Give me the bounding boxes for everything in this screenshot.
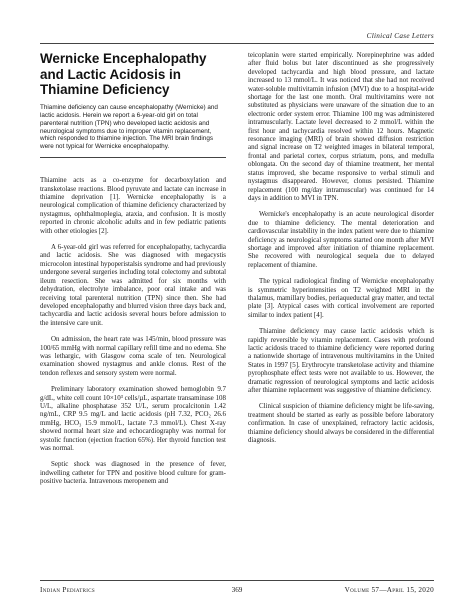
abstract-rule bbox=[40, 157, 226, 158]
abstract: Thiamine deficiency can cause encephalopathy (Wernicke) and lactic acidosis. Herein we report a 6-year-old girl on total parenteral nutrition (TPN) who developed lactic acidosis and neurological symptoms due to improper vitamin replacement, which responded to thiamine injection. The MRI brain findings were not typical for Wernicke encephalopathy. bbox=[40, 103, 218, 151]
right-column bbox=[248, 51, 434, 452]
body-paragraph: Preliminary laboratory examination showed hemoglobin 9.7 g/dL, white cell count 10×10³ cells/µL, aspartate transaminase 108 U/L, alkaline phosphatase 352 U/L, serum procalcitonin 1.42 ng/mL, CRP 9.5 mg/L and lactic acidosis (pH 7.32, PCO₂ 26.6 mmHg, HCO₃ 15.9 mmol/L, lactate 7.3 mmol/L). Chest X-ray showed normal heart size and echocardiography was normal for systolic function (ejection fraction 65%). Her thyroid function test was normal. bbox=[40, 385, 226, 452]
page-footer bbox=[40, 586, 434, 596]
body-paragraph: Septic shock was diagnosed in the presence of fever, indwelling catheter for TPN and positive blood culture for gram-positive bacteria. Intravenous meropenem and bbox=[40, 460, 226, 486]
body-paragraph: Clinical suspicion of thiamine deficiency might be life-saving, treatment should be started as early as possible before laboratory confirmation. In case of unexplained, refractory lactic acidosis, thiamine deficiency should always be considered in the differential diagnosis. bbox=[248, 402, 434, 445]
journal-name: Indian Pediatrics bbox=[40, 586, 95, 594]
page-number: 369 bbox=[231, 586, 243, 594]
body-paragraph: Wernicke's encephalopathy is an acute neurological disorder due to thiamine deficiency. The mental deterioration and cardiovascular instability in the index patient were due to thiamine deficiency as neurological symptoms started one month after MVI shortage and improved after initiation of thiamine replacement. She recovered with neurological sequela due to delayed replacement of thiamine. bbox=[248, 210, 434, 269]
section-running-head: Clinical Case Letters bbox=[366, 32, 434, 40]
body-paragraph: Thiamine deficiency may cause lactic acidosis which is rapidly reversible by vitamin replacement. Cases with profound lactic acidosis traced to thiamine deficiency were reported during a nationwide shortage of intravenous multivitamins in the United States in 1997 [5]. Erythrocyte transketolase activity and thiamine pyrophosphate effect tests were not available to us. However, the dramatic regression of neurological symptoms and lactic acidosis after thiamine replacement was suggestive of thiamine deficiency. bbox=[248, 327, 434, 395]
body-paragraph: Thiamine acts as a co-enzyme for decarboxylation and transketolase reactions. Blood pyruvate and lactate can increase in thiamine deprivation [1]. Wernicke encephalopathy is a neurological complication of thiamine deficiency characterized by nystagmus, ophthalmoplegia, ataxia, and confusion. It is mostly reported in chronic alcoholic adults and in few pediatric patients with other etiologies [2]. bbox=[40, 176, 226, 235]
body-paragraph: On admission, the heart rate was 145/min, blood pressure was 100/65 mmHg with normal capillary refill time and no edema. She was lethargic, with Glasgow coma scale of ten. Neurological examination showed nystagmus and ankle clonus. Rest of the tendon reflexes and sensory system were normal. bbox=[40, 335, 226, 377]
body-paragraph: A 6-year-old girl was referred for encephalopathy, tachycardia and lactic acidosis. She was diagnosed with megacystis microcolon intestinal hypoperistalsis syndrome and had previously undergone several surgeries including total colectomy and subtotal ileum resection. She was admitted for six months with dehydration, electrolyte imbalance, poor oral intake and was receiving total parenteral nutrition (TPN) since then. She had developed encephalopathy and blurred vision three days back and, tachycardia and lactic acidosis several hours before admission to the intensive care unit. bbox=[40, 243, 226, 327]
left-column bbox=[40, 51, 226, 494]
header-rule bbox=[40, 43, 434, 44]
volume-date: Volume 57—April 15, 2020 bbox=[344, 586, 434, 594]
body-paragraph: The typical radiological finding of Wernicke encephalopathy is symmetric hyperintensities on T2 weighted MRI in the thalamus, mamillary bodies, periaqueductal gray matter, and tectal plate [3]. Atypical cases with cortical involvement are reported similar to index patient [4]. bbox=[248, 277, 434, 319]
footer-rule bbox=[40, 580, 434, 581]
body-paragraph: teicoplanin were started empirically. Norepinephrine was added after fluid bolus but later discontinued as she progressively developed tachycardia and high blood pressure, and lactate increased to 13 mmol/L. It was noticed that she had not received water-soluble multivitamin infusion (MVI) due to a hospital-wide shortage for the last one month. Oral multivitamins were not substituted as physicians were unaware of the situation due to an electronic order system error. Thiamine 100 mg was administered intramuscularly. Lactate level decreased to 2 mmol/L within the first hour and tachycardia resolved within 12 hours. Magnetic resonance imaging (MRI) of brain showed diffusion restriction and signal increase on T2 weighted images in bilateral temporal, frontal and parietal cortex, corpus striatum, pons, and medulla oblongata. On the second day of thiamine treatment, her mental status improved, she became responsive to verbal stimuli and nystagmus disappeared. However, clonus persisted. Thiamine replacement (100 mg/day intramuscular) was continued for 14 days in addition to MVI in TPN. bbox=[248, 51, 434, 202]
article-title: Wernicke Encephalopathy and Lactic Acidosis in Thiamine Deficiency bbox=[40, 51, 207, 98]
